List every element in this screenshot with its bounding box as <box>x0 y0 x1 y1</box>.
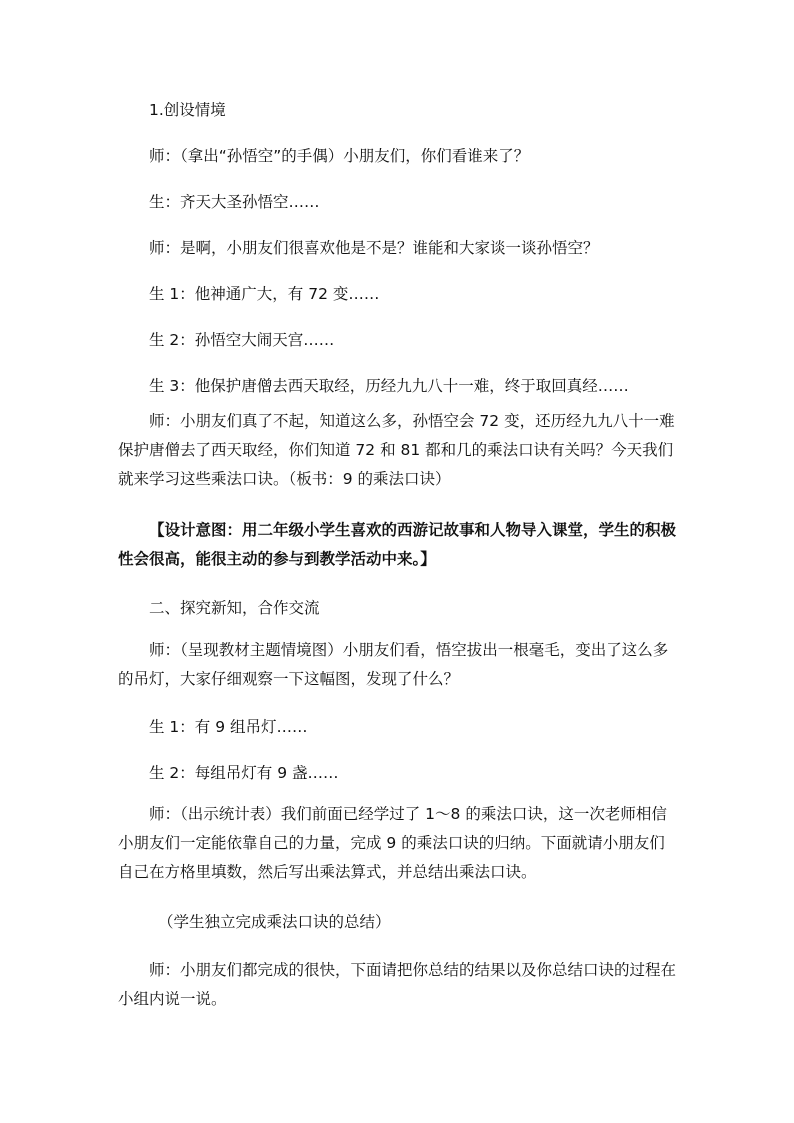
paragraph-teacher-group: 师：小朋友们都完成的很快，下面请把你总结的结果以及你总结口诀的过程在小组内说一说。 <box>118 961 677 1008</box>
section-heading-explore: 二、探究新知，合作交流 <box>149 599 320 617</box>
paragraph-student-3: 生 3：他保护唐僧去西天取经，历经九九八十一难，终于取回真经…… <box>149 377 629 395</box>
paragraph-student-2-lights: 生 2：每组吊灯有 9 盏…… <box>149 764 339 782</box>
section-heading-create-situation: 1.创设情境 <box>149 101 226 119</box>
paragraph-teacher-table: 师：（出示统计表）我们前面已经学过了 1～8 的乘法口诀，这一次老师相信小朋友们一定能依靠自己的力量，完成 9 的乘法口诀的归纳。下面就请小朋友们自己在方格里填数，然后写出乘法算式，并总结出乘法口诀。 <box>118 805 667 881</box>
paragraph-student-2: 生 2：孙悟空大闹天宫…… <box>149 331 335 349</box>
paragraph-teacher-summary: 师：小朋友们真了不起，知道这么多，孙悟空会 72 变，还历经九九八十一难保护唐僧去了西天取经，你们知道 72 和 81 都和几的乘法口诀有关吗？今天我们就来学习这些乘法口诀。（板书：9 的乘法口诀） <box>118 412 675 488</box>
paragraph-teacher-scene: 师：（呈现教材主题情境图）小朋友们看，悟空拔出一根毫毛，变出了这么多的吊灯，大家仔细观察一下这幅图，发现了什么？ <box>118 641 669 688</box>
paragraph-student-1: 生 1：他神通广大，有 72 变…… <box>149 285 380 303</box>
paragraph-design-intent: 【设计意图：用二年级小学生喜欢的西游记故事和人物导入课堂，学生的积极性会很高，能很主动的参与到教学活动中来。】 <box>118 521 677 568</box>
paragraph-student-answer: 生：齐天大圣孙悟空…… <box>149 193 320 211</box>
paragraph-teacher-intro: 师：（拿出“孙悟空”的手偶）小朋友们，你们看谁来了？ <box>149 147 530 165</box>
paragraph-teacher-question: 师：是啊，小朋友们很喜欢他是不是？谁能和大家谈一谈孙悟空？ <box>149 239 599 257</box>
paragraph-student-activity: （学生独立完成乘法口诀的总结） <box>158 913 391 931</box>
paragraph-student-1-lights: 生 1：有 9 组吊灯…… <box>149 718 308 736</box>
